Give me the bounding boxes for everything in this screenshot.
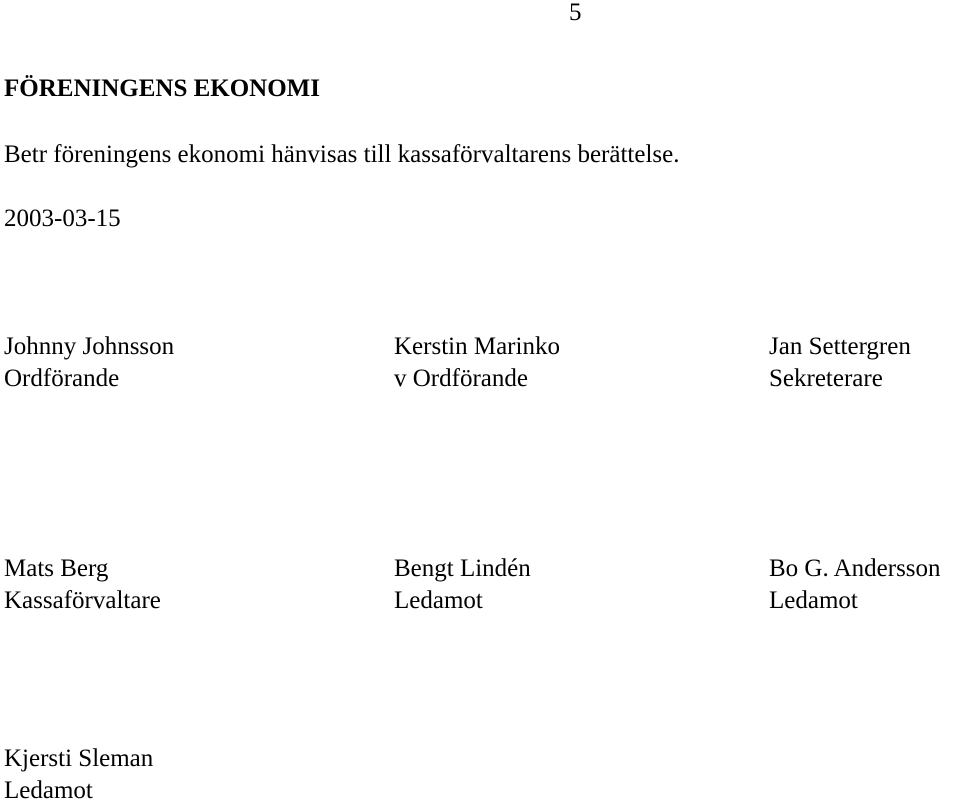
signatory-name: Mats Berg <box>4 555 109 582</box>
signatory-role: Kassaförvaltare <box>4 587 161 614</box>
page-number: 5 <box>569 0 582 26</box>
signatory-role: Ledamot <box>394 587 483 614</box>
signatory-role: Ordförande <box>4 365 120 392</box>
signatory-role: Ledamot <box>769 587 858 614</box>
signatory-role: v Ordförande <box>394 365 528 392</box>
signatory-role: Ledamot <box>4 777 93 804</box>
signatory-name: Kjersti Sleman <box>4 745 154 772</box>
intro-paragraph: Betr föreningens ekonomi hänvisas till kassaförvaltarens berättelse. <box>4 141 680 168</box>
signatory-name: Bengt Lindén <box>394 555 531 582</box>
signatory-name: Bo G. Andersson <box>769 555 941 582</box>
signatory-name: Johnny Johnsson <box>4 333 175 360</box>
signatory-role: Sekreterare <box>769 365 883 392</box>
document-date: 2003-03-15 <box>4 205 121 232</box>
signatory-name: Jan Settergren <box>769 333 911 360</box>
signatory-name: Kerstin Marinko <box>394 333 560 360</box>
section-heading: FÖRENINGENS EKONOMI <box>4 75 321 102</box>
